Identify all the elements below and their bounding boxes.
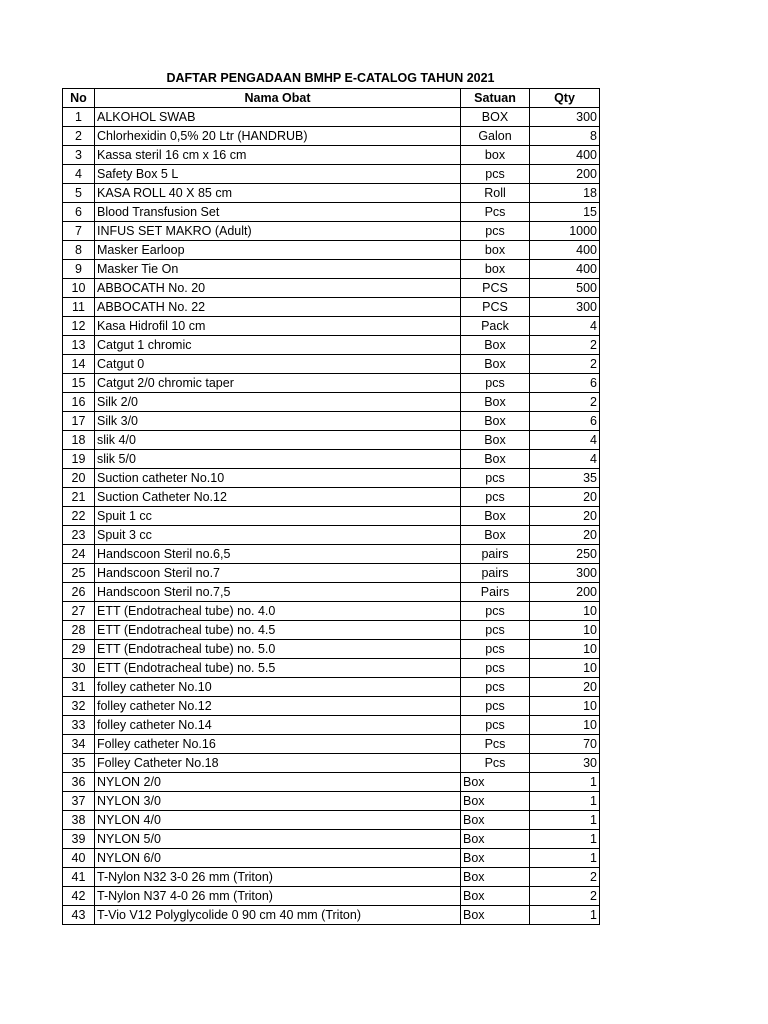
row-number-cell: 34 — [63, 735, 95, 754]
row-number-cell: 36 — [63, 773, 95, 792]
unit-cell: Roll — [461, 184, 530, 203]
table-row — [63, 412, 600, 431]
unit-cell: pcs — [461, 640, 530, 659]
table-row — [63, 507, 600, 526]
unit-cell: Galon — [461, 127, 530, 146]
item-name-cell: folley catheter No.14 — [95, 716, 461, 735]
unit-cell: Box — [461, 507, 530, 526]
item-name-cell: slik 4/0 — [95, 431, 461, 450]
unit-cell: Box — [461, 393, 530, 412]
row-number-cell: 29 — [63, 640, 95, 659]
row-number-cell: 40 — [63, 849, 95, 868]
item-name-cell: NYLON 5/0 — [95, 830, 461, 849]
item-name-cell: slik 5/0 — [95, 450, 461, 469]
row-number-cell: 41 — [63, 868, 95, 887]
quantity-cell: 1 — [530, 773, 600, 792]
unit-cell: Box — [461, 830, 530, 849]
table-row — [63, 317, 600, 336]
quantity-cell: 20 — [530, 507, 600, 526]
unit-cell: Box — [461, 811, 530, 830]
table-row — [63, 488, 600, 507]
unit-cell: Pairs — [461, 583, 530, 602]
unit-cell: Box — [461, 792, 530, 811]
quantity-cell: 400 — [530, 241, 600, 260]
table-row — [63, 906, 600, 925]
table-row — [63, 165, 600, 184]
item-name-cell: Spuit 3 cc — [95, 526, 461, 545]
item-name-cell: Handscoon Steril no.7,5 — [95, 583, 461, 602]
quantity-cell: 1 — [530, 830, 600, 849]
row-number-cell: 25 — [63, 564, 95, 583]
quantity-cell: 400 — [530, 146, 600, 165]
unit-cell: Pack — [461, 317, 530, 336]
row-number-cell: 1 — [63, 108, 95, 127]
quantity-cell: 1 — [530, 811, 600, 830]
item-name-cell: NYLON 6/0 — [95, 849, 461, 868]
unit-cell: Box — [461, 526, 530, 545]
item-name-cell: ALKOHOL SWAB — [95, 108, 461, 127]
row-number-cell: 31 — [63, 678, 95, 697]
table-row — [63, 621, 600, 640]
row-number-cell: 32 — [63, 697, 95, 716]
row-number-cell: 15 — [63, 374, 95, 393]
item-name-cell: ETT (Endotracheal tube) no. 5.5 — [95, 659, 461, 678]
table-row — [63, 887, 600, 906]
item-name-cell: Catgut 2/0 chromic taper — [95, 374, 461, 393]
row-number-cell: 30 — [63, 659, 95, 678]
item-name-cell: ETT (Endotracheal tube) no. 4.5 — [95, 621, 461, 640]
row-number-cell: 17 — [63, 412, 95, 431]
table-row — [63, 735, 600, 754]
item-name-cell: Masker Earloop — [95, 241, 461, 260]
table-row — [63, 830, 600, 849]
table-row — [63, 849, 600, 868]
quantity-cell: 2 — [530, 868, 600, 887]
unit-cell: pcs — [461, 469, 530, 488]
column-header-no: No — [63, 89, 95, 108]
table-row — [63, 469, 600, 488]
item-name-cell: T-Nylon N37 4-0 26 mm (Triton) — [95, 887, 461, 906]
unit-cell: pairs — [461, 545, 530, 564]
unit-cell: Box — [461, 887, 530, 906]
item-name-cell: ABBOCATH No. 22 — [95, 298, 461, 317]
quantity-cell: 10 — [530, 602, 600, 621]
row-number-cell: 43 — [63, 906, 95, 925]
item-name-cell: ETT (Endotracheal tube) no. 4.0 — [95, 602, 461, 621]
unit-cell: box — [461, 260, 530, 279]
table-row — [63, 203, 600, 222]
table-row — [63, 241, 600, 260]
row-number-cell: 33 — [63, 716, 95, 735]
quantity-cell: 10 — [530, 621, 600, 640]
unit-cell: pcs — [461, 716, 530, 735]
row-number-cell: 6 — [63, 203, 95, 222]
quantity-cell: 400 — [530, 260, 600, 279]
item-name-cell: ABBOCATH No. 20 — [95, 279, 461, 298]
item-name-cell: Masker Tie On — [95, 260, 461, 279]
unit-cell: Box — [461, 849, 530, 868]
quantity-cell: 200 — [530, 165, 600, 184]
item-name-cell: ETT (Endotracheal tube) no. 5.0 — [95, 640, 461, 659]
quantity-cell: 10 — [530, 716, 600, 735]
quantity-cell: 4 — [530, 450, 600, 469]
item-name-cell: KASA ROLL 40 X 85 cm — [95, 184, 461, 203]
quantity-cell: 4 — [530, 317, 600, 336]
quantity-cell: 10 — [530, 640, 600, 659]
column-header-name: Nama Obat — [95, 89, 461, 108]
row-number-cell: 12 — [63, 317, 95, 336]
unit-cell: BOX — [461, 108, 530, 127]
table-row — [63, 450, 600, 469]
row-number-cell: 21 — [63, 488, 95, 507]
table-row — [63, 602, 600, 621]
quantity-cell: 20 — [530, 488, 600, 507]
quantity-cell: 35 — [530, 469, 600, 488]
item-name-cell: INFUS SET MAKRO (Adult) — [95, 222, 461, 241]
unit-cell: Box — [461, 431, 530, 450]
item-name-cell: folley catheter No.10 — [95, 678, 461, 697]
unit-cell: box — [461, 241, 530, 260]
unit-cell: Box — [461, 906, 530, 925]
unit-cell: Box — [461, 336, 530, 355]
row-number-cell: 5 — [63, 184, 95, 203]
quantity-cell: 2 — [530, 355, 600, 374]
unit-cell: Box — [461, 355, 530, 374]
row-number-cell: 8 — [63, 241, 95, 260]
table-row — [63, 127, 600, 146]
item-name-cell: Handscoon Steril no.6,5 — [95, 545, 461, 564]
item-name-cell: Handscoon Steril no.7 — [95, 564, 461, 583]
column-header-qty: Qty — [530, 89, 600, 108]
quantity-cell: 200 — [530, 583, 600, 602]
table-row — [63, 868, 600, 887]
quantity-cell: 4 — [530, 431, 600, 450]
row-number-cell: 16 — [63, 393, 95, 412]
quantity-cell: 2 — [530, 887, 600, 906]
unit-cell: pcs — [461, 659, 530, 678]
row-number-cell: 18 — [63, 431, 95, 450]
quantity-cell: 70 — [530, 735, 600, 754]
row-number-cell: 14 — [63, 355, 95, 374]
table-header-row — [63, 89, 600, 108]
table-row — [63, 336, 600, 355]
unit-cell: PCS — [461, 279, 530, 298]
item-name-cell: folley catheter No.12 — [95, 697, 461, 716]
table-row — [63, 298, 600, 317]
unit-cell: PCS — [461, 298, 530, 317]
table-row — [63, 773, 600, 792]
table-row — [63, 260, 600, 279]
row-number-cell: 4 — [63, 165, 95, 184]
quantity-cell: 1 — [530, 849, 600, 868]
item-name-cell: Folley Catheter No.18 — [95, 754, 461, 773]
item-name-cell: Catgut 0 — [95, 355, 461, 374]
quantity-cell: 6 — [530, 374, 600, 393]
row-number-cell: 2 — [63, 127, 95, 146]
row-number-cell: 11 — [63, 298, 95, 317]
item-name-cell: NYLON 4/0 — [95, 811, 461, 830]
row-number-cell: 10 — [63, 279, 95, 298]
unit-cell: pairs — [461, 564, 530, 583]
item-name-cell: Spuit 1 cc — [95, 507, 461, 526]
unit-cell: Pcs — [461, 754, 530, 773]
unit-cell: pcs — [461, 488, 530, 507]
table-row — [63, 811, 600, 830]
quantity-cell: 1000 — [530, 222, 600, 241]
unit-cell: pcs — [461, 374, 530, 393]
quantity-cell: 8 — [530, 127, 600, 146]
procurement-table — [62, 88, 600, 925]
row-number-cell: 20 — [63, 469, 95, 488]
row-number-cell: 24 — [63, 545, 95, 564]
quantity-cell: 300 — [530, 564, 600, 583]
unit-cell: pcs — [461, 222, 530, 241]
quantity-cell: 20 — [530, 526, 600, 545]
row-number-cell: 9 — [63, 260, 95, 279]
quantity-cell: 500 — [530, 279, 600, 298]
row-number-cell: 22 — [63, 507, 95, 526]
unit-cell: Pcs — [461, 735, 530, 754]
document-title: DAFTAR PENGADAAN BMHP E-CATALOG TAHUN 2021 — [166, 71, 495, 85]
item-name-cell: Folley catheter No.16 — [95, 735, 461, 754]
item-name-cell: Silk 3/0 — [95, 412, 461, 431]
quantity-cell: 6 — [530, 412, 600, 431]
unit-cell: Box — [461, 412, 530, 431]
row-number-cell: 3 — [63, 146, 95, 165]
item-name-cell: Suction catheter No.10 — [95, 469, 461, 488]
row-number-cell: 7 — [63, 222, 95, 241]
table-row — [63, 564, 600, 583]
item-name-cell: T-Nylon N32 3-0 26 mm (Triton) — [95, 868, 461, 887]
table-row — [63, 792, 600, 811]
quantity-cell: 18 — [530, 184, 600, 203]
quantity-cell: 1 — [530, 906, 600, 925]
row-number-cell: 39 — [63, 830, 95, 849]
unit-cell: Pcs — [461, 203, 530, 222]
table-row — [63, 545, 600, 564]
column-header-unit: Satuan — [461, 89, 530, 108]
table-row — [63, 697, 600, 716]
quantity-cell: 10 — [530, 659, 600, 678]
item-name-cell: Silk 2/0 — [95, 393, 461, 412]
table-row — [63, 526, 600, 545]
unit-cell: pcs — [461, 621, 530, 640]
quantity-cell: 20 — [530, 678, 600, 697]
row-number-cell: 27 — [63, 602, 95, 621]
table-row — [63, 374, 600, 393]
row-number-cell: 13 — [63, 336, 95, 355]
table-body — [63, 108, 600, 925]
unit-cell: Box — [461, 868, 530, 887]
table-row — [63, 355, 600, 374]
table-row — [63, 678, 600, 697]
item-name-cell: NYLON 2/0 — [95, 773, 461, 792]
quantity-cell: 1 — [530, 792, 600, 811]
table-row — [63, 393, 600, 412]
row-number-cell: 42 — [63, 887, 95, 906]
row-number-cell: 35 — [63, 754, 95, 773]
unit-cell: Box — [461, 773, 530, 792]
unit-cell: pcs — [461, 697, 530, 716]
unit-cell: pcs — [461, 678, 530, 697]
item-name-cell: NYLON 3/0 — [95, 792, 461, 811]
item-name-cell: Catgut 1 chromic — [95, 336, 461, 355]
item-name-cell: Safety Box 5 L — [95, 165, 461, 184]
unit-cell: pcs — [461, 165, 530, 184]
quantity-cell: 2 — [530, 336, 600, 355]
table-row — [63, 640, 600, 659]
row-number-cell: 26 — [63, 583, 95, 602]
quantity-cell: 15 — [530, 203, 600, 222]
item-name-cell: T-Vio V12 Polyglycolide 0 90 cm 40 mm (Triton) — [95, 906, 461, 925]
quantity-cell: 250 — [530, 545, 600, 564]
quantity-cell: 300 — [530, 298, 600, 317]
quantity-cell: 300 — [530, 108, 600, 127]
table-row — [63, 184, 600, 203]
row-number-cell: 38 — [63, 811, 95, 830]
unit-cell: Box — [461, 450, 530, 469]
row-number-cell: 28 — [63, 621, 95, 640]
table-row — [63, 754, 600, 773]
table-row — [63, 222, 600, 241]
item-name-cell: Kassa steril 16 cm x 16 cm — [95, 146, 461, 165]
item-name-cell: Suction Catheter No.12 — [95, 488, 461, 507]
table-row — [63, 716, 600, 735]
unit-cell: box — [461, 146, 530, 165]
unit-cell: pcs — [461, 602, 530, 621]
row-number-cell: 19 — [63, 450, 95, 469]
item-name-cell: Kasa Hidrofil 10 cm — [95, 317, 461, 336]
item-name-cell: Chlorhexidin 0,5% 20 Ltr (HANDRUB) — [95, 127, 461, 146]
table-row — [63, 279, 600, 298]
table-row — [63, 108, 600, 127]
row-number-cell: 23 — [63, 526, 95, 545]
row-number-cell: 37 — [63, 792, 95, 811]
table-row — [63, 431, 600, 450]
table-row — [63, 146, 600, 165]
quantity-cell: 30 — [530, 754, 600, 773]
table-row — [63, 659, 600, 678]
quantity-cell: 2 — [530, 393, 600, 412]
table-row — [63, 583, 600, 602]
item-name-cell: Blood Transfusion Set — [95, 203, 461, 222]
quantity-cell: 10 — [530, 697, 600, 716]
